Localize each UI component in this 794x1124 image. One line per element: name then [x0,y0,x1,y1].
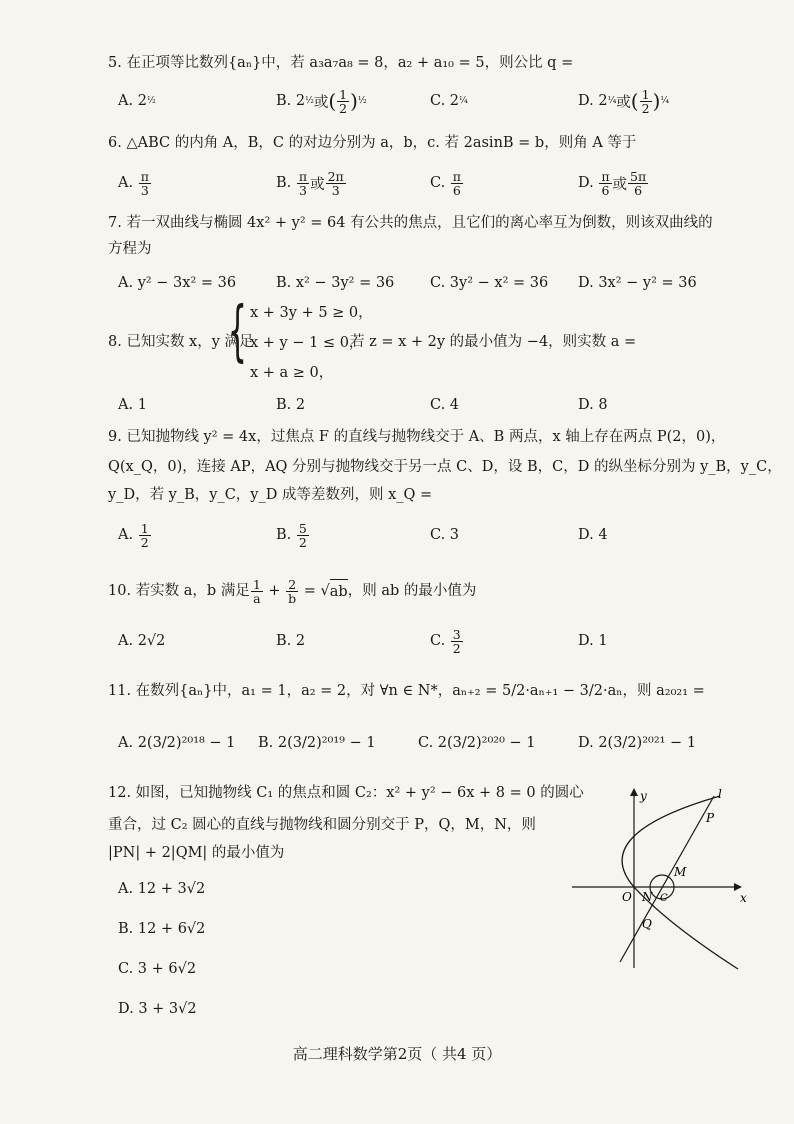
label-l: l [718,787,722,801]
label-m: M [674,865,687,879]
q6-option-a: A. $\frac{\pi}{3}$ [118,168,149,198]
q6-option-c: C. $\frac{\pi}{6}$ [430,168,462,198]
q10-option-b: B. 2 [276,633,306,649]
label-y: y [640,789,647,803]
q6-option-d: D. $\frac{\pi}{6}$ 或 $\frac{5\pi}{6}$ [578,168,647,198]
q9-option-a: A. $\frac{1}{2}$ [118,520,149,550]
q10-option-a: A. 2√2 [118,633,166,649]
question-7-stem-line2: 方程为 [108,241,152,257]
y-axis-arrow [630,788,638,796]
q12-option-b: B. 12 + 6√2 [118,921,206,937]
q10-option-c: C. $\frac{3}{2}$ [430,626,461,656]
q7-option-c: C. 3y² − x² = 36 [430,275,549,291]
label-p: P [706,811,715,825]
q12-option-a: A. 12 + 3√2 [118,881,206,897]
q9-option-d: D. 4 [578,527,608,543]
question-8-stem-post: 若 z = x + 2y 的最小值为 −4，则实数 a = [350,334,637,350]
q11-option-a: A. 2(3/2)²⁰¹⁸ − 1 [118,735,236,751]
question-6-stem: 6. △ABC 的内角 A，B，C 的对边分别为 a，b，c. 若 2asinB = b，则角 A 等于 [108,135,637,151]
question-11-options [118,728,738,758]
q6-option-b: B. $\frac{\pi}{3}$ 或 $\frac{2\pi}{3}$ [276,168,344,198]
q8-option-c: C. 4 [430,397,460,413]
q10-option-d: D. 1 [578,633,608,649]
question-8-options [118,390,738,420]
label-x: x [740,891,747,905]
question-10-options [118,626,738,656]
question-5-options [118,86,738,116]
label-q: Q [642,917,652,931]
question-11-stem: 11. 在数列{aₙ}中，a₁ = 1，a₂ = 2，对 ∀n ∈ N*，aₙ₊₂ = 5/2·aₙ₊₁ − 3/2·aₙ，则 a₂₀₂₁ = [108,683,705,699]
page-footer: 高二理科数学第2页（ 共4 页） [292,1045,502,1063]
question-9-stem-line2: Q(x_Q，0)，连接 AP，AQ 分别与抛物线交于另一点 C、D，设 B，C，D 的纵坐标分别为 y_B，y_C， [108,459,782,475]
q8-inequality-2: x + y − 1 ≤ 0， [250,335,364,351]
q9-option-b: B. $\frac{5}{2}$ [276,520,307,550]
question-10-stem: 10. 若实数 a，b 满足 $\frac{1}{a}$ + $\frac{2}{b}$ = √ ab ，则 ab 的最小值为 [108,576,477,606]
label-n: N [642,890,653,904]
q8-inequality-1: x + 3y + 5 ≥ 0， [250,305,373,321]
question-8-stem-pre: 8. 已知实数 x，y 满足 [108,334,254,350]
system-brace: { [228,292,247,369]
q8-option-b: B. 2 [276,397,306,413]
x-axis-arrow [734,883,742,891]
q7-option-b: B. x² − 3y² = 36 [276,275,395,291]
q12-option-c: C. 3 + 6√2 [118,961,197,977]
question-7-stem-line1: 7. 若一双曲线与椭圆 4x² + y² = 64 有公共的焦点，且它们的离心率互为倒数，则该双曲线的 [108,215,713,231]
question-9-stem-line1: 9. 已知抛物线 y² = 4x，过焦点 F 的直线与抛物线交于 A、B 两点，x 轴上存在两点 P(2，0)， [108,429,726,445]
question-12-stem-line2: 重合，过 C₂ 圆心的直线与抛物线和圆分别交于 P，Q，M，N，则 [108,817,536,833]
label-o: O [622,890,632,904]
question-12-stem-line1: 12. 如图，已知抛物线 C₁ 的焦点和圆 C₂：x² + y² − 6x + 8 = 0 的圆心 [108,785,584,801]
label-c: C [660,893,668,904]
q5-option-d: D. 2 ¼ 或 ( $\frac{1}{2}$ ) ¼ [578,86,670,116]
question-7-options [118,268,738,298]
question-12-stem-line3: |PN| + 2|QM| 的最小值为 [108,845,285,861]
parabola-circle-figure [568,784,754,974]
q7-option-d: D. 3x² − y² = 36 [578,275,697,291]
q8-option-a: A. 1 [118,397,147,413]
q9-option-c: C. 3 [430,527,460,543]
q11-option-b: B. 2(3/2)²⁰¹⁹ − 1 [258,735,376,751]
q12-option-d: D. 3 + 3√2 [118,1001,197,1017]
question-6-options [118,168,738,198]
question-5-stem: 5. 在正项等比数列{aₙ}中，若 a₃a₇a₈ = 8，a₂ + a₁₀ = 5，则公比 q = [108,55,574,71]
q5-option-a: A. 2 ½ [118,93,156,109]
q7-option-a: A. y² − 3x² = 36 [118,275,237,291]
q11-option-c: C. 2(3/2)²⁰²⁰ − 1 [418,735,536,751]
question-9-options [118,520,738,550]
question-9-stem-line3: y_D，若 y_B，y_C，y_D 成等差数列，则 x_Q = [108,487,433,503]
q8-option-d: D. 8 [578,397,608,413]
q11-option-d: D. 2(3/2)²⁰²¹ − 1 [578,735,697,751]
parabola-curve [622,796,738,969]
q8-inequality-3: x + a ≥ 0， [250,365,334,381]
q5-option-c: C. 2 ¼ [430,93,468,109]
q5-option-b: B. 2 ½ 或 ( $\frac{1}{2}$ ) ½ [276,86,367,116]
